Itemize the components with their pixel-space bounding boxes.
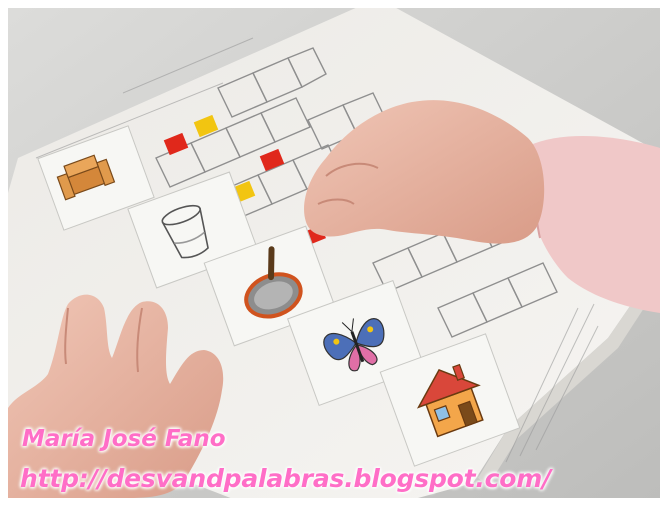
caption-url: http://desvandpalabras.blogspot.com/ [20,464,552,493]
photo-frame [8,8,660,498]
caption-author: María José Fano [22,426,226,452]
photo-scene [8,8,660,498]
